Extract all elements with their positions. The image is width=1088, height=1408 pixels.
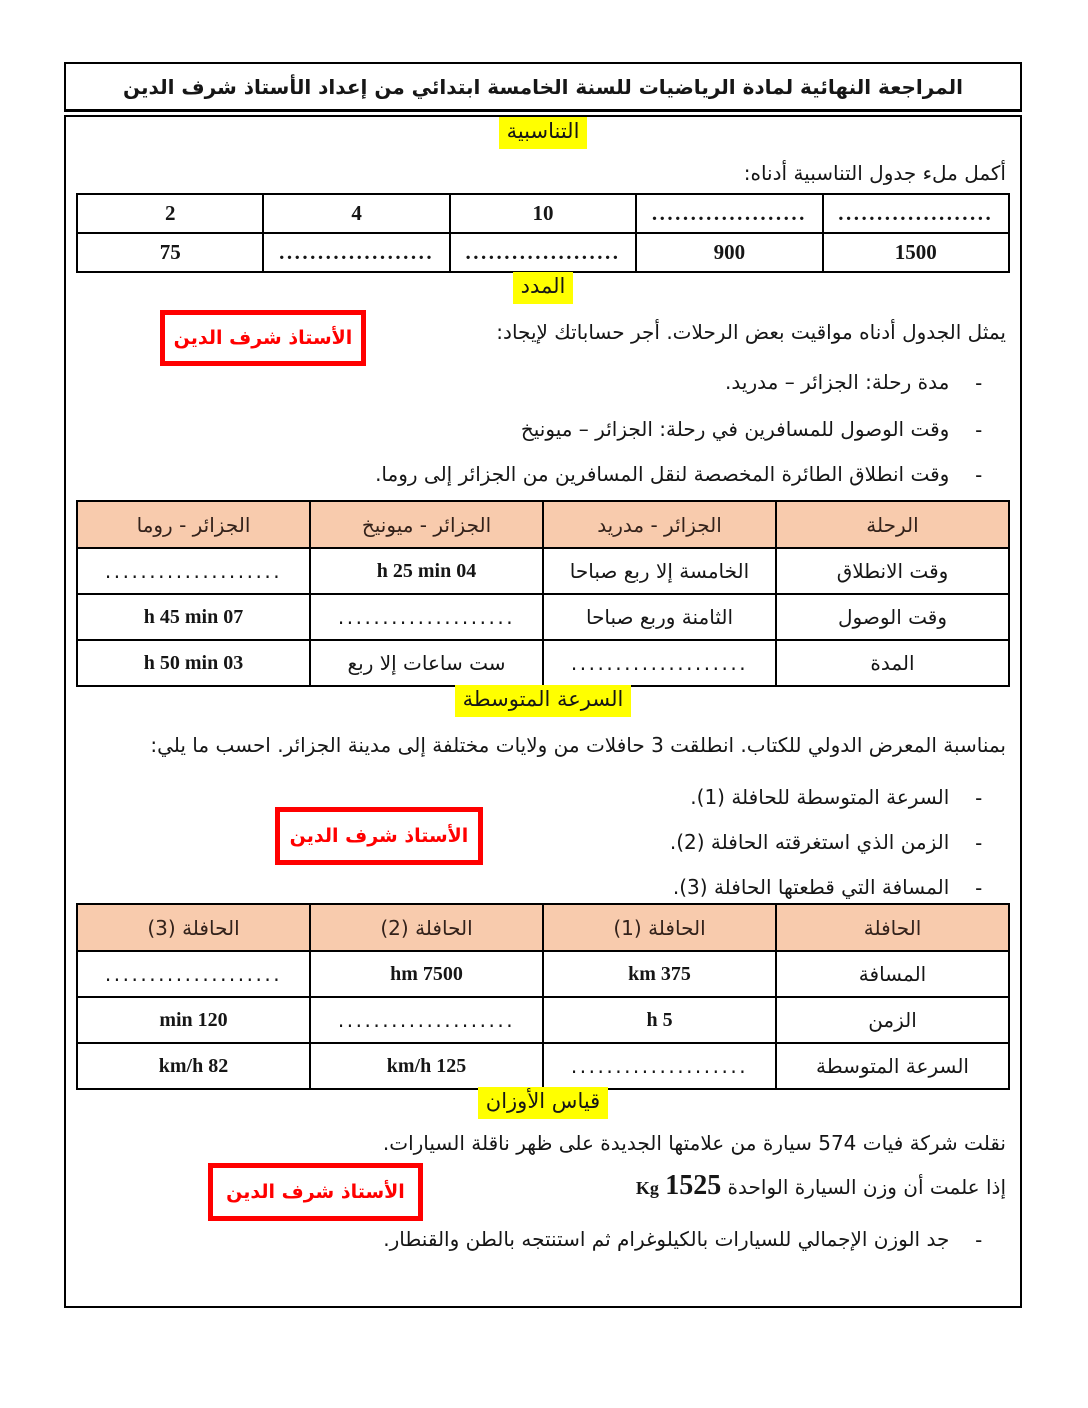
list-item [80,875,982,900]
list-item [80,462,982,487]
list-item-text: وقت الوصول للمسافرين في رحلة: الجزائر – ميونيخ [520,417,950,441]
dash-bullet-marker: - [975,832,982,854]
row-label: وقت الوصول [776,594,1009,640]
car-weight-unit: Kg [635,1178,659,1198]
blank-cell: .................... [310,594,543,640]
highlighted-heading: المدد [513,272,574,304]
flights-table [76,500,1010,687]
blank-cell: .................... [543,1043,776,1089]
row-label: السرعة المتوسطة [776,1043,1009,1089]
blank-cell: .................... [263,233,449,272]
table-cell: ست ساعات إلا ربع [310,640,543,686]
teacher-stamp [275,807,483,865]
document-body [64,115,1022,1308]
table-cell: 03 h 50 min [77,640,310,686]
car-weight-value: 1525 [665,1170,722,1201]
table-cell: 04 h 25 min [310,548,543,594]
table-row [77,951,1009,997]
table-cell: 4 [263,194,449,233]
list-item-text: المسافة التي قطعتها الحافلة (3). [672,875,950,899]
table-cell: 120 min [77,997,310,1043]
row-label: الزمن [776,997,1009,1043]
section-heading-weights [66,1087,1020,1119]
dash-bullet-marker: - [975,372,982,394]
list-item-text: وقت انطلاق الطائرة المخصصة لنقل المسافرين من الجزائر إلى روما. [375,462,950,486]
table-row [77,233,1009,272]
teacher-stamp-label: الأستاذ شرف الدين [289,825,469,847]
table-cell: 2 [77,194,263,233]
dash-bullet-marker: - [975,877,982,899]
blank-cell: .................... [636,194,822,233]
highlighted-heading: السرعة المتوسطة [455,685,632,717]
table-row [77,548,1009,594]
table-cell: 10 [450,194,636,233]
list-item [80,417,982,442]
list-item [80,1227,982,1252]
blank-cell: .................... [823,194,1009,233]
highlighted-heading: التناسبية [499,117,588,149]
buses-table [76,903,1010,1090]
document-header [64,62,1022,112]
column-header: الرحلة [776,501,1009,548]
column-header: الحافلة (3) [77,904,310,951]
table-cell: 375 km [543,951,776,997]
blank-cell: .................... [77,951,310,997]
table-row [77,194,1009,233]
weights-line2-text: إذا علمت أن وزن السيارة الواحدة [727,1175,1006,1199]
list-item [80,830,982,855]
section-heading-proportionality [66,117,1020,149]
table-cell: 900 [636,233,822,272]
column-header: الجزائر - ميونيخ [310,501,543,548]
row-label: المدة [776,640,1009,686]
table-cell: 5 h [543,997,776,1043]
weights-line2 [80,1170,1006,1202]
dash-bullet-marker: - [975,787,982,809]
list-item-text: الزمن الذي استغرقته الحافلة (2). [669,830,950,854]
proportionality-prompt: أكمل ملء جدول التناسبية أدناه: [743,161,1006,185]
section-heading-durations [66,272,1020,304]
table-cell: 7500 hm [310,951,543,997]
list-item-text: السرعة المتوسطة للحافلة (1). [690,785,950,809]
table-cell: 1500 [823,233,1009,272]
speed-intro: بمناسبة المعرض الدولي للكتاب. انطلقت 3 حافلات من ولايات مختلفة إلى مدينة الجزائر. احسب ما يلي: [150,733,1006,757]
dash-bullet-marker: - [975,419,982,441]
dash-bullet-marker: - [975,1229,982,1251]
highlighted-heading: قياس الأوزان [478,1087,608,1119]
section-heading-average-speed [66,685,1020,717]
teacher-stamp-label: الأستاذ شرف الدين [226,1181,405,1203]
column-header: الحافلة (1) [543,904,776,951]
column-header: الحافلة [776,904,1009,951]
row-label: وقت الانطلاق [776,548,1009,594]
blank-cell: .................... [543,640,776,686]
teacher-stamp-label: الأستاذ شرف الدين [173,327,353,349]
table-row [77,1043,1009,1089]
table-cell: 82 km/h [77,1043,310,1089]
table-header-row [77,904,1009,951]
table-cell: الثامنة وربع صباحا [543,594,776,640]
table-header-row [77,501,1009,548]
blank-cell: .................... [310,997,543,1043]
page-title: المراجعة النهائية لمادة الرياضيات للسنة الخامسة ابتدائي من إعداد الأستاذ شرف الدين [123,74,963,99]
table-cell: 125 km/h [310,1043,543,1089]
durations-intro: يمثل الجدول أدناه مواقيت بعض الرحلات. أجر حساباتك لإيجاد: [496,320,1006,344]
table-cell: الخامسة إلا ربع صباحا [543,548,776,594]
blank-cell: .................... [77,548,310,594]
list-item [80,370,982,395]
blank-cell: .................... [450,233,636,272]
column-header: الحافلة (2) [310,904,543,951]
table-row [77,594,1009,640]
list-item-text: جد الوزن الإجمالي للسيارات بالكيلوغرام ثم استنتجه بالطن والقنطار. [383,1227,950,1251]
dash-bullet-marker: - [975,464,982,486]
row-label: المسافة [776,951,1009,997]
weights-line1: نقلت شركة فيات 574 سيارة من علامتها الجديدة على ظهر ناقلة السيارات. [382,1131,1006,1155]
list-item-text: مدة رحلة: الجزائر – مدريد. [725,370,950,394]
table-row [77,640,1009,686]
list-item [80,785,982,810]
column-header: الجزائر - روما [77,501,310,548]
table-cell: 07 h 45 min [77,594,310,640]
proportionality-table [76,193,1010,273]
table-row [77,997,1009,1043]
table-cell: 75 [77,233,263,272]
column-header: الجزائر - مدريد [543,501,776,548]
